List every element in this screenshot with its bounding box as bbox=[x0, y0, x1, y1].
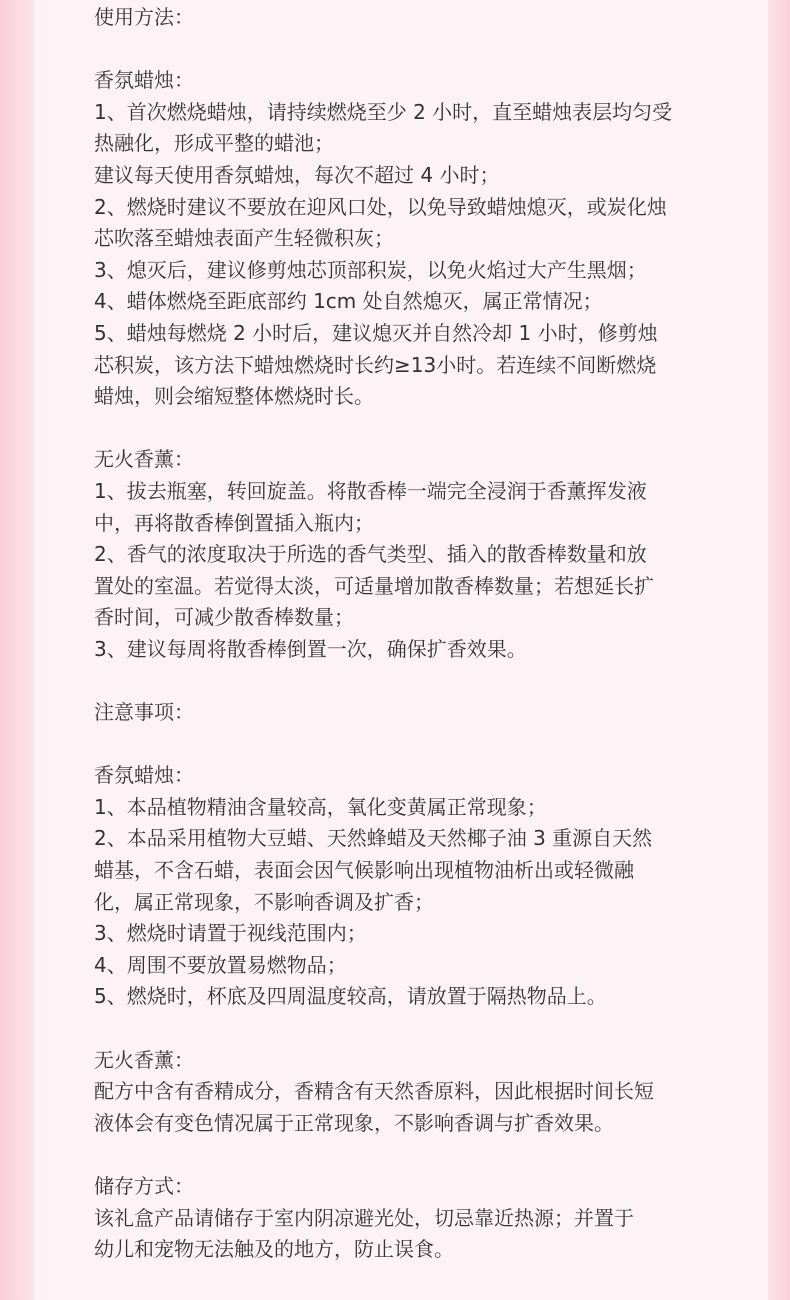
blank-line bbox=[94, 1013, 714, 1045]
text-line: 置处的室温。若觉得太淡，可适量增加散香棒数量；若想延长扩 bbox=[94, 573, 654, 598]
blank-line bbox=[94, 34, 714, 66]
text-line: 液体会有变色情况属于正常现象，不影响香调与扩香效果。 bbox=[94, 1110, 614, 1135]
text-line: 注意事项： bbox=[94, 700, 194, 725]
text-line: 该礼盒产品请储存于室内阴凉避光处，切忌靠近热源；并置于 bbox=[94, 1205, 634, 1230]
text-line: 芯积炭，该方法下蜡烛燃烧时长约≥13小时。若连续不间断燃烧 bbox=[94, 352, 657, 377]
blank-line bbox=[94, 413, 714, 445]
text-line: 无火香薰： bbox=[94, 447, 194, 472]
right-pink-border bbox=[768, 0, 790, 1300]
text-line: 蜡烛，则会缩短整体燃烧时长。 bbox=[94, 384, 374, 409]
text-line: 5、燃烧时，杯底及四周温度较高，请放置于隔热物品上。 bbox=[94, 984, 607, 1009]
text-line: 1、首次燃烧蜡烛，请持续燃烧至少 2 小时，直至蜡烛表层均匀受 bbox=[94, 99, 673, 124]
blank-line bbox=[94, 1139, 714, 1171]
instructions-text bbox=[94, 2, 714, 1266]
text-line: 热融化，形成平整的蜡池； bbox=[94, 131, 334, 156]
text-line: 配方中含有香精成分，香精含有天然香原料，因此根据时间长短 bbox=[94, 1079, 654, 1104]
text-line: 5、蜡烛每燃烧 2 小时后，建议熄灭并自然冷却 1 小时，修剪烛 bbox=[94, 320, 658, 345]
text-line: 3、熄灭后，建议修剪烛芯顶部积炭，以免火焰过大产生黑烟； bbox=[94, 257, 647, 282]
text-line: 1、拔去瓶塞，转回旋盖。将散香棒一端完全浸润于香薰挥发液 bbox=[94, 478, 647, 503]
text-line: 4、蜡体燃烧至距底部约 1cm 处自然熄灭，属正常情况； bbox=[94, 289, 603, 314]
text-line: 使用方法： bbox=[94, 5, 194, 29]
text-line: 3、建议每周将散香棒倒置一次，确保扩香效果。 bbox=[94, 636, 527, 661]
text-line: 4、周围不要放置易燃物品； bbox=[94, 952, 347, 977]
text-line: 2、本品采用植物大豆蜡、天然蜂蜡及天然椰子油 3 重源自天然 bbox=[94, 826, 653, 851]
text-line: 建议每天使用香氛蜡烛，每次不超过 4 小时； bbox=[94, 162, 500, 187]
text-line: 中，再将散香棒倒置插入瓶内； bbox=[94, 510, 374, 535]
text-line: 芯吹落至蜡烛表面产生轻微积灰； bbox=[94, 226, 394, 251]
text-line: 香氛蜡烛： bbox=[94, 763, 194, 788]
blank-line bbox=[94, 665, 714, 697]
text-line: 蜡基，不含石蜡，表面会因气候影响出现植物油析出或轻微融 bbox=[94, 858, 634, 883]
blank-line bbox=[94, 729, 714, 761]
left-pink-border bbox=[0, 0, 34, 1300]
text-line: 化，属正常现象，不影响香调及扩香； bbox=[94, 889, 434, 914]
text-line: 2、香气的浓度取决于所选的香气类型、插入的散香棒数量和放 bbox=[94, 542, 647, 567]
text-line: 2、燃烧时建议不要放在迎风口处，以免导致蜡烛熄灭，或炭化烛 bbox=[94, 194, 667, 219]
text-line: 幼儿和宠物无法触及的地方，防止误食。 bbox=[94, 1237, 454, 1262]
text-line: 无火香薰： bbox=[94, 1047, 194, 1072]
text-line: 香氛蜡烛： bbox=[94, 68, 194, 93]
text-line: 香时间，可减少散香棒数量； bbox=[94, 605, 354, 630]
text-line: 1、本品植物精油含量较高，氧化变黄属正常现象； bbox=[94, 794, 547, 819]
text-line: 3、燃烧时请置于视线范围内； bbox=[94, 921, 367, 946]
text-line: 储存方式： bbox=[94, 1173, 194, 1198]
